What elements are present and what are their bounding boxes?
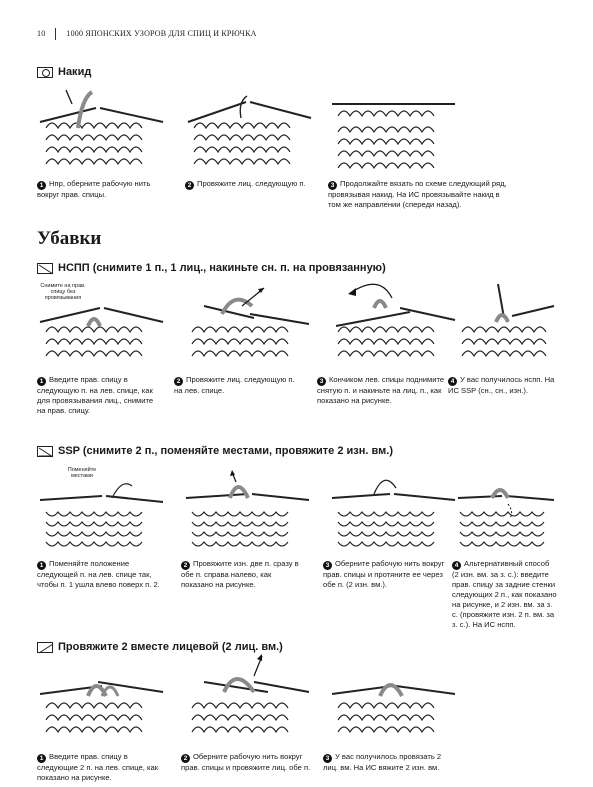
ssp-heading [37,445,393,457]
purl-illustration [456,478,558,552]
step-number: 1 [37,754,46,763]
ssp-hint-label: Поменяйте местами [67,467,97,479]
step-text: Оберните рабочую нить вокруг прав. спицы и провяжите лиц. обе п. [181,752,311,772]
knit-illustration [38,296,168,368]
step-text: Введите прав. спицу в следующую п. на лев. спице, как для провязывания лиц., снимите на прав. спицу. [37,375,154,415]
running-head [37,28,257,40]
ssp-step [181,559,299,590]
knit-illustration [184,284,314,368]
step-number: 1 [37,377,46,386]
yarn-over-step [328,179,508,210]
step-number: 2 [185,181,194,190]
knit-illustration [458,278,558,368]
knit-illustration [184,652,314,746]
step-text: Провяжите лиц. следующую п. [197,179,306,188]
skp-title: НСПП (снимите 1 п., 1 лиц., накиньте сн. п. на провязанную) [58,262,386,274]
step-number: 2 [174,377,183,386]
yarn-over-symbol-icon [37,67,53,78]
knit-illustration [330,278,460,368]
step-number: 2 [181,561,190,570]
k2tog-step [37,752,165,783]
ssp-title: SSP (снимите 2 п., поменяйте местами, провяжите 2 изн. вм.) [58,445,393,457]
step-number: 1 [37,561,46,570]
step-text: Продолжайте вязать по схеме следующий ряд, провязывая накид. На ИС провязывайте накид в том же направлении (спереди назад). [328,179,507,209]
skp-step [174,375,304,396]
header-divider [55,28,56,40]
step-text: Оберните рабочую нить вокруг прав. спицы и протяните ее через обе п. (2 изн. вм.). [323,559,445,589]
yarn-over-title: Накид [58,66,92,78]
step-text: Альтернативный способ (2 изн. вм. за з. с.): введите прав. спицу за задние стенки следующих 2 п., как показано на рисунке, и 2 изн. вм. за з. с. (провяжите изн. 2 п. вм. за з. с.). На ИС нспп. [452,559,557,629]
skp-symbol-icon [37,263,53,274]
step-number: 3 [323,561,332,570]
purl-illustration [184,468,314,552]
ssp-step [37,559,167,590]
step-number: 1 [37,181,46,190]
k2tog-symbol-icon [37,642,53,653]
step-number: 4 [452,561,461,570]
step-text: У вас получилось провязать 2 лиц. вм. На ИС вяжите 2 изн. вм. [323,752,442,772]
decreases-title: Убавки [37,228,102,249]
knit-illustration [186,88,316,168]
knit-illustration [38,88,168,168]
purl-illustration [38,478,168,552]
skp-step [448,375,558,396]
k2tog-step [323,752,455,773]
skp-heading [37,262,386,274]
skp-step [317,375,449,406]
yarn-over-step [37,179,169,200]
ssp-step [452,559,558,630]
step-number: 2 [181,754,190,763]
knit-illustration [38,660,168,746]
step-number: 3 [328,181,337,190]
step-text: Поменяйте положение следующей п. на лев. спице так, чтобы п. 1 ушла влево поверх п. 2. [37,559,160,589]
knit-illustration [330,92,460,172]
page-number: 10 [37,28,46,38]
book-title: 1000 ЯПОНСКИХ УЗОРОВ ДЛЯ СПИЦ И КРЮЧКА [66,28,257,38]
step-text: У вас получилось нспп. На ИС SSP (сн., сн., изн.). [448,375,555,395]
step-number: 3 [323,754,332,763]
skp-hint-label: Снимите на прав. спицу без провязывания [40,283,86,301]
step-text: Нпр, оберните рабочую нить вокруг прав. спицы. [37,179,151,199]
step-text: Провяжите лиц. следующую п. на лев. спице. [174,375,295,395]
ssp-step [323,559,451,590]
knit-illustration [330,660,460,746]
step-text: Введите прав. спицу в следующие 2 п. на лев. спице, как показано на рисунке. [37,752,159,782]
k2tog-step [181,752,311,773]
yarn-over-step [185,179,320,190]
yarn-over-heading [37,66,91,78]
step-text: Кончиком лев. спицы поднимите снятую п. и накиньте на лиц. п., как показано на рисунке. [317,375,445,405]
skp-step [37,375,157,416]
k2tog-title: Провяжите 2 вместе лицевой (2 лиц. вм.) [58,641,283,653]
step-number: 4 [448,377,457,386]
step-number: 3 [317,377,326,386]
purl-illustration [330,468,460,552]
ssp-symbol-icon [37,446,53,457]
step-text: Провяжите изн. две п. сразу в обе п. справа налево, как показано на рисунке. [181,559,299,589]
